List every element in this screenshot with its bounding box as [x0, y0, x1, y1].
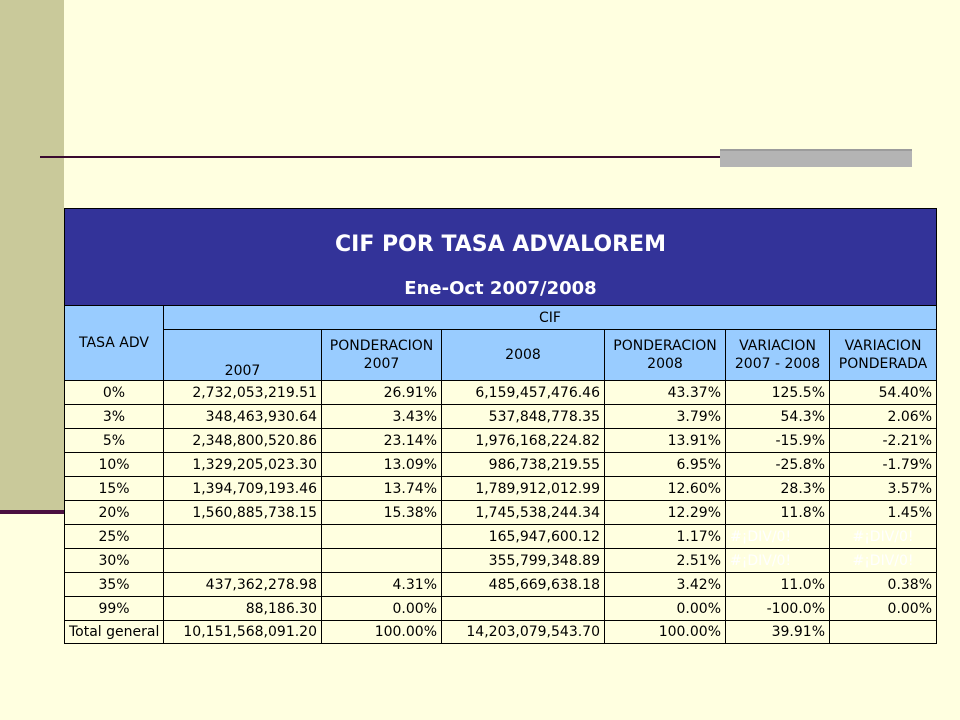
cell-ponderacion-2008: 13.91%: [605, 429, 726, 453]
table-row: [65, 405, 937, 429]
table-title: CIF POR TASA ADVALOREM: [65, 209, 937, 272]
cell-cif-2007: 348,463,930.64: [164, 405, 322, 429]
cell-tasa: 30%: [65, 549, 164, 573]
header-col-ponderacion-2007: PONDERACION 2007: [322, 330, 442, 381]
cell-cif-2007: [164, 549, 322, 573]
cell-cif-2008: 986,738,219.55: [442, 453, 605, 477]
cell-cif-2008: 1,976,168,224.82: [442, 429, 605, 453]
title-divider-block: [720, 149, 912, 167]
table-row: [65, 501, 937, 525]
cell-cif-2008: [442, 597, 605, 621]
cell-ponderacion-2008: 3.42%: [605, 573, 726, 597]
table-row: [65, 597, 937, 621]
cell-variacion-ponderada: 2.06%: [830, 405, 937, 429]
cell-variacion-ponderada: -2.21%: [830, 429, 937, 453]
cell-ponderacion-2007: 4.31%: [322, 573, 442, 597]
cif-table-container: [64, 208, 936, 644]
cell-ponderacion-2007: [322, 525, 442, 549]
cell-ponderacion-2008-total: 100.00%: [605, 621, 726, 644]
cell-variacion: 28.3%: [726, 477, 830, 501]
cell-ponderacion-2007-total: 100.00%: [322, 621, 442, 644]
cell-cif-2008-total: 14,203,079,543.70: [442, 621, 605, 644]
cell-tasa-total: Total general: [65, 621, 164, 644]
cell-variacion-ponderada: 0.00%: [830, 597, 937, 621]
cell-cif-2008: 6,159,457,476.46: [442, 381, 605, 405]
cell-ponderacion-2008: 12.29%: [605, 501, 726, 525]
header-col-variacion-ponderada: VARIACION PONDERADA: [830, 330, 937, 381]
cif-table: [64, 208, 937, 644]
cell-ponderacion-2008: 43.37%: [605, 381, 726, 405]
header-col-2007: 2007: [164, 330, 322, 381]
cell-variacion: -100.0%: [726, 597, 830, 621]
cell-variacion-ponderada: 1.45%: [830, 501, 937, 525]
cell-tasa: 10%: [65, 453, 164, 477]
cell-variacion: 54.3%: [726, 405, 830, 429]
cell-ponderacion-2007: 13.74%: [322, 477, 442, 501]
cell-ponderacion-2008: 12.60%: [605, 477, 726, 501]
table-row: [65, 525, 937, 549]
cell-cif-2008: 537,848,778.35: [442, 405, 605, 429]
table-row: [65, 477, 937, 501]
cell-variacion-error: #¡DIV/0!: [726, 549, 830, 573]
cell-ponderacion-2007: 26.91%: [322, 381, 442, 405]
cell-variacion-ponderada-error: #¡DIV/0!: [830, 525, 937, 549]
cell-ponderacion-2007: 0.00%: [322, 597, 442, 621]
cell-tasa: 5%: [65, 429, 164, 453]
cell-ponderacion-2008: 3.79%: [605, 405, 726, 429]
cell-tasa: 20%: [65, 501, 164, 525]
cell-variacion: 11.0%: [726, 573, 830, 597]
cell-ponderacion-2007: 13.09%: [322, 453, 442, 477]
cell-ponderacion-2007: 15.38%: [322, 501, 442, 525]
cell-cif-2007: 1,560,885,738.15: [164, 501, 322, 525]
cell-ponderacion-2007: 3.43%: [322, 405, 442, 429]
cell-ponderacion-2008: 6.95%: [605, 453, 726, 477]
cell-variacion: 125.5%: [726, 381, 830, 405]
table-subtitle: Ene-Oct 2007/2008: [65, 271, 937, 306]
cell-cif-2007: 1,394,709,193.46: [164, 477, 322, 501]
left-decorative-bar: [0, 0, 64, 512]
cell-tasa: 0%: [65, 381, 164, 405]
cell-cif-2008: 485,669,638.18: [442, 573, 605, 597]
cell-variacion-ponderada-error: #¡DIV/0!: [830, 549, 937, 573]
cell-ponderacion-2007: [322, 549, 442, 573]
cell-variacion-error: #¡DIV/0!: [726, 525, 830, 549]
cell-cif-2007: 1,329,205,023.30: [164, 453, 322, 477]
cell-cif-2008: 1,789,912,012.99: [442, 477, 605, 501]
cell-ponderacion-2008: 1.17%: [605, 525, 726, 549]
cell-tasa: 3%: [65, 405, 164, 429]
header-col-ponderacion-2008: PONDERACION 2008: [605, 330, 726, 381]
cell-cif-2008: 355,799,348.89: [442, 549, 605, 573]
cell-variacion-ponderada-total: [830, 621, 937, 644]
cell-cif-2007: 88,186.30: [164, 597, 322, 621]
cell-cif-2008: 1,745,538,244.34: [442, 501, 605, 525]
table-row: [65, 381, 937, 405]
cell-tasa: 35%: [65, 573, 164, 597]
cell-tasa: 15%: [65, 477, 164, 501]
cell-cif-2007: 2,732,053,219.51: [164, 381, 322, 405]
cell-variacion-ponderada: 54.40%: [830, 381, 937, 405]
cell-variacion-ponderada: 3.57%: [830, 477, 937, 501]
cell-tasa: 25%: [65, 525, 164, 549]
cell-tasa: 99%: [65, 597, 164, 621]
cell-variacion-ponderada: -1.79%: [830, 453, 937, 477]
header-col-variacion: VARIACION 2007 - 2008: [726, 330, 830, 381]
cell-cif-2007-total: 10,151,568,091.20: [164, 621, 322, 644]
left-bar-accent-line: [0, 510, 64, 514]
cell-ponderacion-2008: 0.00%: [605, 597, 726, 621]
cell-variacion: -15.9%: [726, 429, 830, 453]
header-cif: CIF: [164, 306, 937, 330]
header-col-2008: 2008: [442, 330, 605, 381]
cell-variacion: -25.8%: [726, 453, 830, 477]
cell-cif-2007: 2,348,800,520.86: [164, 429, 322, 453]
table-row: [65, 549, 937, 573]
cell-cif-2008: 165,947,600.12: [442, 525, 605, 549]
header-tasa-adv: TASA ADV: [65, 306, 164, 381]
cell-variacion-ponderada: 0.38%: [830, 573, 937, 597]
table-row: [65, 573, 937, 597]
table-row-total: [65, 621, 937, 644]
table-row: [65, 453, 937, 477]
cell-variacion: 11.8%: [726, 501, 830, 525]
cell-cif-2007: [164, 525, 322, 549]
cell-ponderacion-2008: 2.51%: [605, 549, 726, 573]
table-row: [65, 429, 937, 453]
cell-ponderacion-2007: 23.14%: [322, 429, 442, 453]
cell-cif-2007: 437,362,278.98: [164, 573, 322, 597]
cell-variacion-total: 39.91%: [726, 621, 830, 644]
